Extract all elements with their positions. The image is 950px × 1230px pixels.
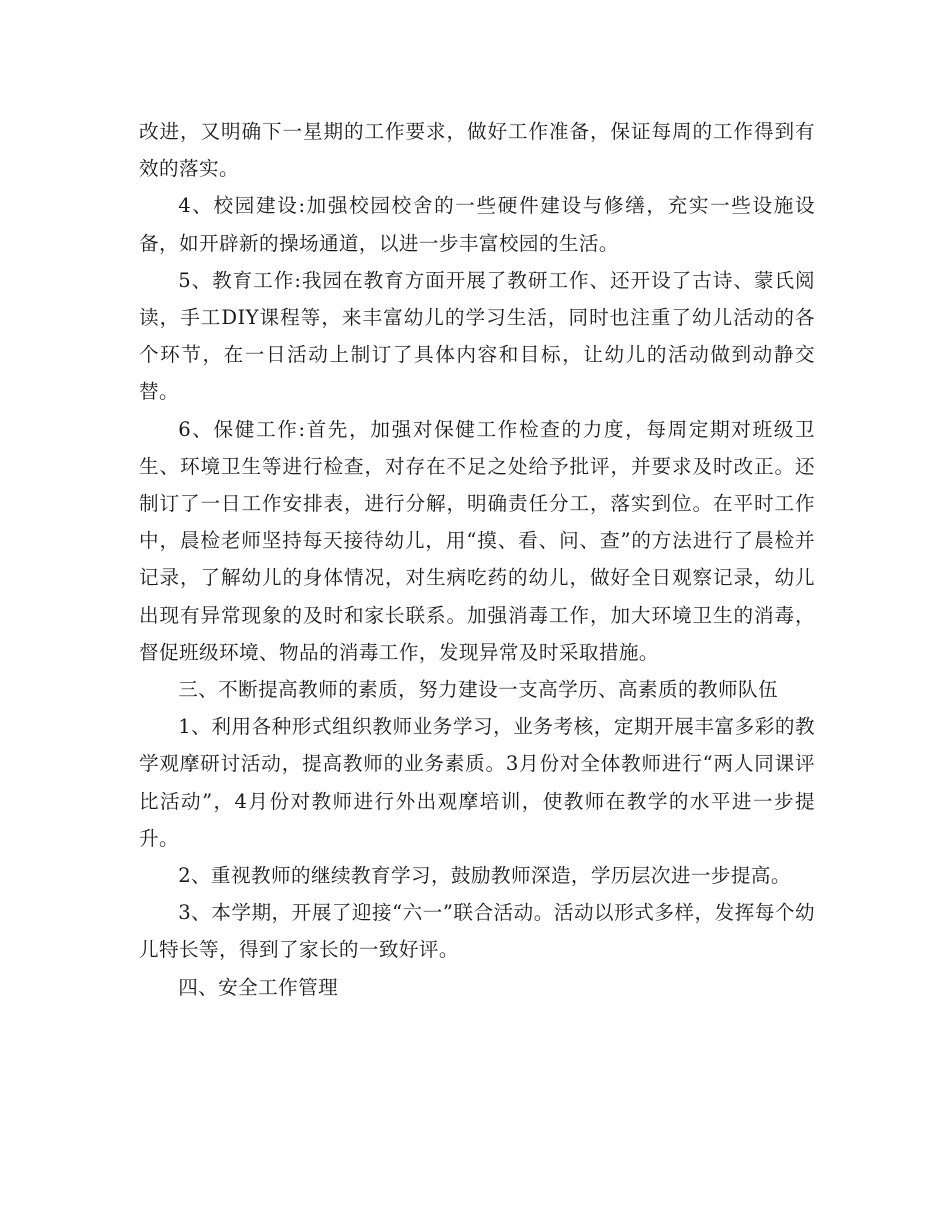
paragraph-teacher-study: 1、利用各种形式组织教师业务学习，业务考核，定期开展丰富多彩的教学观摩研讨活动，提高教师的业务素质。3月份对全体教师进行“两人同课评比活动”，4月份对教师进行外出观摩培训，使教师在教学的水平进一步提升。 [139, 715, 815, 850]
section-heading-teacher-quality: 三、不断提高教师的素质，努力建设一支高学历、高素质的教师队伍 [178, 678, 778, 702]
document-page [139, 113, 815, 1006]
paragraph-health-work: 6、保健工作:首先，加强对保健工作检查的力度，每周定期对班级卫生、环境卫生等进行检查，对存在不足之处给予批评，并要求及时改正。还制订了一日工作安排表，进行分解，明确责任分工，落实到位。在平时工作中，晨检老师坚持每天接待幼儿，用“摸、看、问、查”的方法进行了晨检并记录，了解幼儿的身体情况，对生病吃药的幼儿，做好全日观察记录，幼儿出现有异常现象的及时和家长联系。加强消毒工作，加大环境卫生的消毒，督促班级环境、物品的消毒工作，发现异常及时采取措施。 [139, 417, 815, 664]
paragraph-campus-construction: 4、校园建设:加强校园校舍的一些硬件建设与修缮，充实一些设施设备，如开辟新的操场通道，以进一步丰富校园的生活。 [139, 194, 815, 255]
section-heading-safety-management: 四、安全工作管理 [178, 975, 339, 999]
paragraph-continuation: 改进，又明确下一星期的工作要求，做好工作准备，保证每周的工作得到有效的落实。 [139, 120, 815, 181]
paragraph-education-work: 5、教育工作:我园在教育方面开展了教研工作、还开设了古诗、蒙氏阅读，手工DIY课程等，来丰富幼儿的学习生活，同时也注重了幼儿活动的各个环节，在一日活动上制订了具体内容和目标，让幼儿的活动做到动静交替。 [139, 268, 815, 404]
paragraph-continuing-education: 2、重视教师的继续教育学习，鼓励教师深造，学历层次进一步提高。 [178, 864, 791, 888]
paragraph-childrens-day-activity: 3、本学期，开展了迎接“六一”联合活动。活动以形式多样，发挥每个幼儿特长等，得到了家长的一致好评。 [139, 901, 815, 962]
